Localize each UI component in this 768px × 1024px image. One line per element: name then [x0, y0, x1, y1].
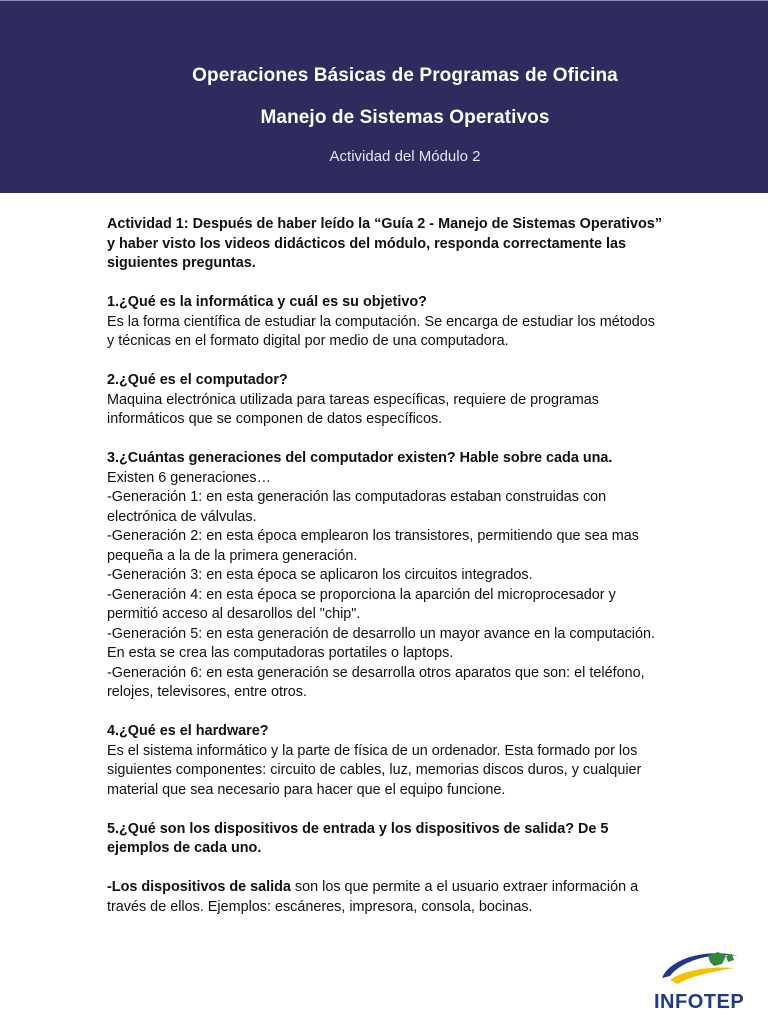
generation-item: -Generación 4: en esta época se proporciona la aparción del microprocesador y permitió acceso al desarollos del "chip". [107, 586, 616, 622]
answer-5 [107, 878, 662, 917]
document-title: Operaciones Básicas de Programas de Oficina [192, 65, 618, 86]
answer-5-text: son los que permite a el usuario extraer información a través de ellos. Ejemplos: escáneres, impresora, consola, bocinas. [107, 879, 639, 915]
generation-item: -Generación 5: en esta generación de desarrollo un mayor avance en la computación. En esta se crea las computadoras portatiles o laptops. [107, 625, 655, 661]
intro-paragraph: Actividad 1: Después de haber leído la “Guía 2 - Manejo de Sistemas Operativos” y haber visto los videos didácticos del módulo, responda correctamente las siguientes preguntas. [107, 216, 663, 271]
document-subtitle: Manejo de Sistemas Operativos [260, 107, 550, 128]
question-5: 5.¿Qué son los dispositivos de entrada y los dispositivos de salida? De 5 ejemplos de cada uno. [107, 820, 609, 856]
answer-3-lead: Existen 6 generaciones… [107, 469, 271, 486]
activity-label: Actividad del Módulo 2 [329, 148, 481, 165]
document-body [107, 215, 662, 917]
question-2: 2.¿Qué es el computador? [107, 372, 288, 388]
answer-5-bold: -Los dispositivos de salida [107, 879, 291, 895]
page-header [0, 0, 768, 193]
question-3: 3.¿Cuántas generaciones del computador existen? Hable sobre cada una. [107, 450, 613, 466]
answer-2: Maquina electrónica utilizada para tareas específicas, requiere de programas informáticos que se componen de datos específicos. [107, 391, 599, 427]
generation-item: -Generación 1: en esta generación las computadoras estaban construidas con electrónica de válvulas. [107, 489, 607, 525]
answer-1: Es la forma científica de estudiar la computación. Se encarga de estudiar los métodos y técnicas en el formato digital por medio de una computadora. [107, 313, 655, 349]
infotep-logo-text: INFOTEP [654, 991, 745, 1013]
generation-item: -Generación 6: en esta generación se desarrolla otros aparatos que son: el teléfono, relojes, televisores, entre otros. [107, 664, 645, 700]
question-1: 1.¿Qué es la informática y cuál es su objetivo? [107, 294, 427, 310]
generation-item: -Generación 3: en esta época se aplicaron los circuitos integrados. [107, 567, 533, 583]
generation-item: -Generación 2: en esta época emplearon los transistores, permitiendo que sea mas pequeña a la de la primera generación. [107, 528, 639, 564]
question-4: 4.¿Qué es el hardware? [107, 723, 269, 739]
answer-4: Es el sistema informático y la parte de física de un ordenador. Esta formado por los siguientes componentes: circuito de cables, luz, memorias discos duros, y cualquier material que sea necesario para hacer que el equipo funcione. [107, 742, 642, 798]
